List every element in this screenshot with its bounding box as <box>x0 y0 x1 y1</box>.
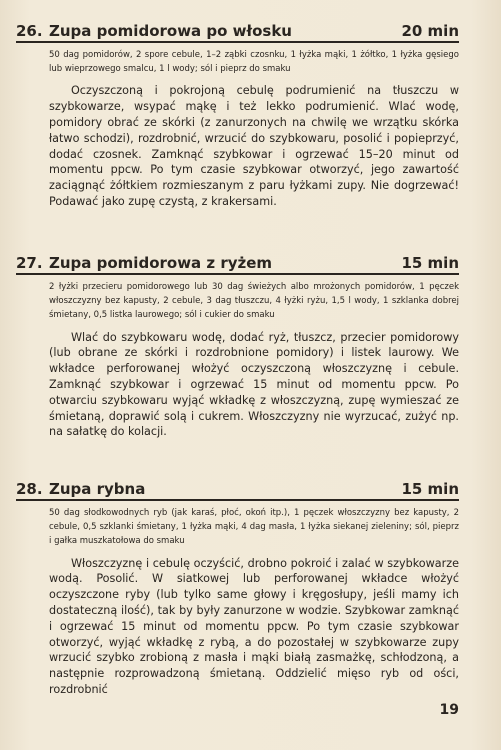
recipe-number: 28. <box>16 480 43 498</box>
recipe-number: 27. <box>16 254 43 272</box>
recipe-28 <box>16 480 459 698</box>
recipe-time: 15 min <box>401 480 459 498</box>
recipe-26 <box>16 22 459 210</box>
recipe-header <box>16 480 459 501</box>
recipe-header <box>16 22 459 43</box>
recipe-title: Zupa rybna <box>49 480 146 498</box>
recipe-header <box>16 254 459 275</box>
recipe-title: Zupa pomidorowa po włosku <box>49 22 292 40</box>
recipe-number: 26. <box>16 22 43 40</box>
recipe-ingredients: 50 dag słodkowodnych ryb (jak karaś, płoć, okoń itp.), 1 pęczek włoszczyzny bez kapusty, 2 cebule, 0,5 szklanki śmietany, 1 łyżka mąki, 4 dag masła, 1 łyżka siekanej zieleniny; sól, pieprz i gałka muszkatołowa do smaku <box>49 508 459 547</box>
recipe-time: 15 min <box>401 254 459 272</box>
recipe-ingredients: 2 łyżki przecieru pomidorowego lub 30 dag świeżych albo mrożonych pomidorów, 1 pęczek włoszczyzny bez kapusty, 2 cebule, 3 dag tłuszczu, 4 łyżki ryżu, 1,5 l wody, 1 szklanka dobrej śmietany, 0,5 listka laurowego; sól i cukier do smaku <box>49 282 459 321</box>
recipe-method: Włoszczyznę i cebulę oczyścić, drobno pokroić i zalać w szybkowarze wodą. Posolić. W siatkowej lub perforowanej wkładce włożyć oczyszczone ryby (lub tylko same głowy i kręgosłupy, jeśli mamy ich dostateczną ilość), tak by były zanurzone w wodzie. Szybkowar zamknąć i ogrzewać 15 minut od momentu ppcw. Po tym czasie szybkowar otworzyć, wyjąć wkładkę z rybą, a do pozostałej w szybkowarze zupy wrzucić szybko zrobioną z masła i mąki białą zasmażkę, schłodzoną, a następnie rozprowadzoną śmietaną. Oddzielić mięso ryb od ości, rozdrobnić <box>49 556 459 696</box>
page-number: 19 <box>439 702 459 718</box>
recipe-method: Wlać do szybkowaru wodę, dodać ryż, tłuszcz, przecier pomidorowy (lub obrane ze skórki i rozdrobnione pomidory) i listek laurowy. We wkładce perforowanej włożyć oczyszczoną włoszczyznę i cebule. Zamknąć szybkowar i ogrzewać 15 minut od momentu ppcw. Po otwarciu szybkowaru wyjąć wkładkę z włoszczyzną, zupę wymieszać ze śmietaną, doprawić solą i cukrem. Włoszczyzny nie wyrzucać, zużyć np. na sałatkę do kolacji. <box>49 330 459 439</box>
recipe-title: Zupa pomidorowa z ryżem <box>49 254 273 272</box>
recipe-method: Oczyszczoną i pokrojoną cebulę podrumienić na tłuszczu w szybkowarze, wsypać mąkę i też lekko podrumienić. Wlać wodę, pomidory obrać ze skórki (z zanurzonych na chwilę we wrzątku skórka łatwo schodzi), rozdrobnić, wrzucić do szybkowaru, posolić i popieprzyć, dodać czosnek. Zamknąć szybkowar i ogrzewać 15–20 minut od momentu ppcw. Po tym czasie szybkowar otworzyć, jego zawartość zaciągnąć żółtkiem rozmieszanym z paru łyżkami zupy. Nie dogrzewać! Podawać jako zupę czystą, z krakersami. <box>49 84 459 208</box>
recipe-ingredients: 50 dag pomidorów, 2 spore cebule, 1–2 ząbki czosnku, 1 łyżka mąki, 1 żółtko, 1 łyżka gęsiego lub wieprzowego smalcu, 1 l wody; sól i pieprz do smaku <box>49 50 459 75</box>
recipe-27 <box>16 254 459 440</box>
recipe-time: 20 min <box>401 22 459 40</box>
